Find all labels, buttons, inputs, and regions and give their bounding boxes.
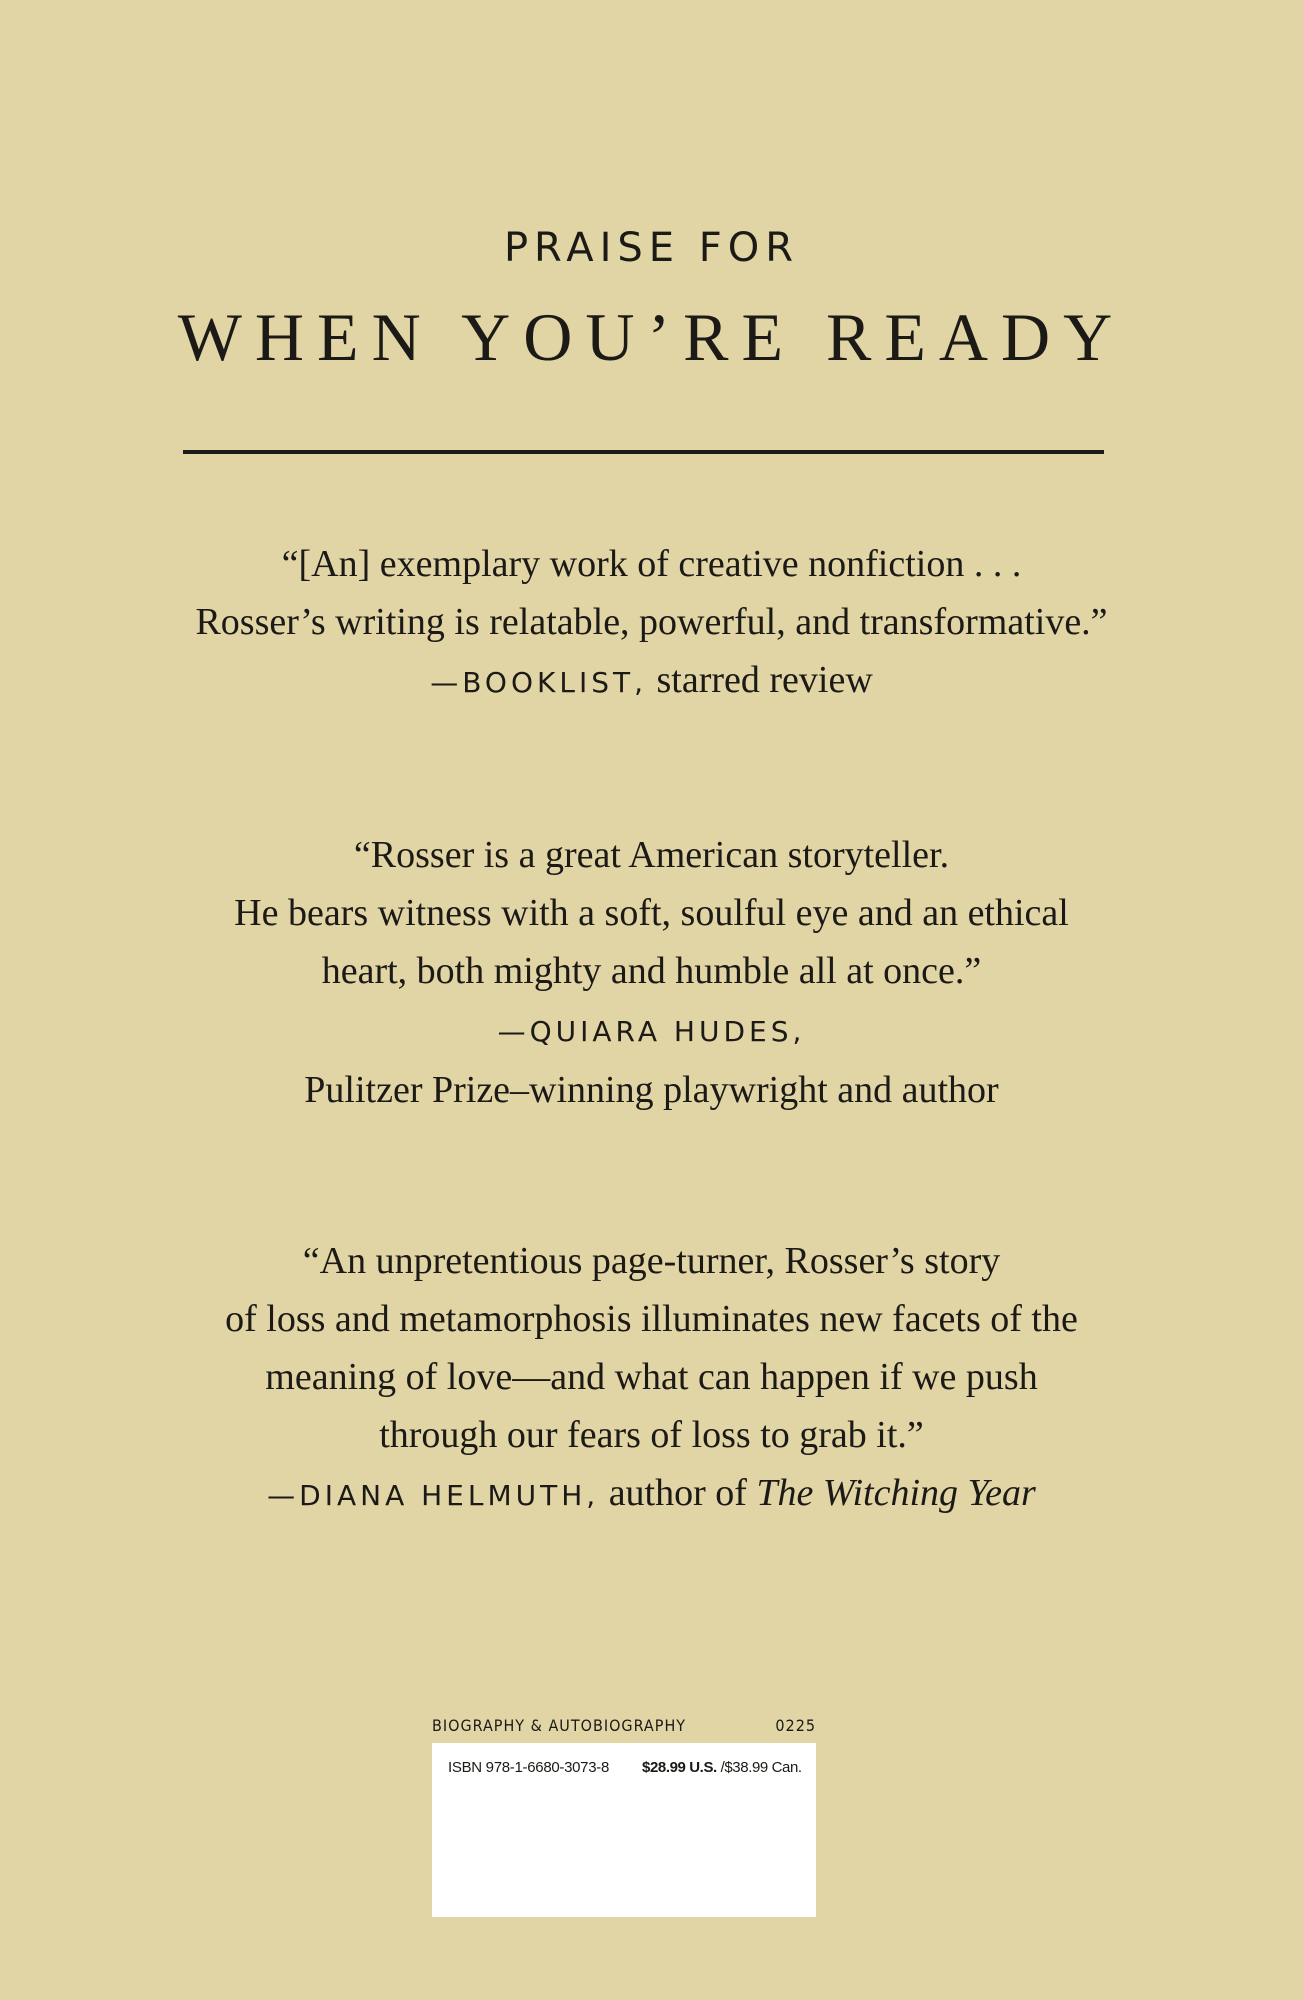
price-can: /$38.99 Can. [716, 1759, 802, 1776]
quote-line: He bears witness with a soft, soulful eye and an ethical [234, 892, 1069, 934]
quote-line: of loss and metamorphosis illuminates new facets of the [225, 1298, 1078, 1340]
quote-line: “[An] exemplary work of creative nonfiction . . . [281, 543, 1022, 585]
quote-line: “An unpretentious page-turner, Rosser’s story [302, 1240, 1001, 1282]
quote-line: “Rosser is a great American storyteller. [353, 834, 950, 876]
attribution-work-title: The Witching Year [756, 1472, 1036, 1514]
praise-for-label: PRAISE FOR [503, 225, 800, 271]
attribution-source: —QUIARA HUDES, [497, 1015, 806, 1048]
quote-attribution [0, 1000, 1303, 1061]
quote-attribution [0, 1464, 1303, 1525]
price-us: $28.99 U.S. [642, 1759, 717, 1776]
book-title: WHEN YOU’RE READY [177, 299, 1126, 375]
category-code: 0225 [775, 1716, 816, 1735]
quote-line: heart, both mighty and humble all at once.” [321, 950, 982, 992]
quote-line: through our fears of loss to grab it.” [379, 1414, 924, 1456]
category-row [432, 1712, 816, 1742]
quote-attribution [0, 651, 1303, 712]
review-quote-booklist [0, 535, 1303, 712]
attribution-detail: Pulitzer Prize–winning playwright and author [304, 1069, 999, 1111]
isbn-number: ISBN 978-1-6680-3073-8 [448, 1759, 610, 1776]
category-label: BIOGRAPHY & AUTOBIOGRAPHY [432, 1716, 687, 1735]
price [642, 1759, 802, 1776]
quote-line: meaning of love—and what can happen if we push [265, 1356, 1038, 1398]
attribution-detail: author of [599, 1472, 757, 1514]
title-divider [183, 450, 1104, 454]
attribution-source: —BOOKLIST, [430, 666, 647, 699]
attribution-detail: starred review [647, 659, 873, 701]
barcode-box [432, 1743, 816, 1917]
review-quote-hudes [0, 826, 1303, 1119]
attribution-source: —DIANA HELMUTH, [267, 1479, 600, 1512]
barcode-area [432, 1712, 816, 1917]
review-quote-helmuth [0, 1232, 1303, 1525]
quote-line: Rosser’s writing is relatable, powerful, and transformative.” [195, 601, 1108, 643]
